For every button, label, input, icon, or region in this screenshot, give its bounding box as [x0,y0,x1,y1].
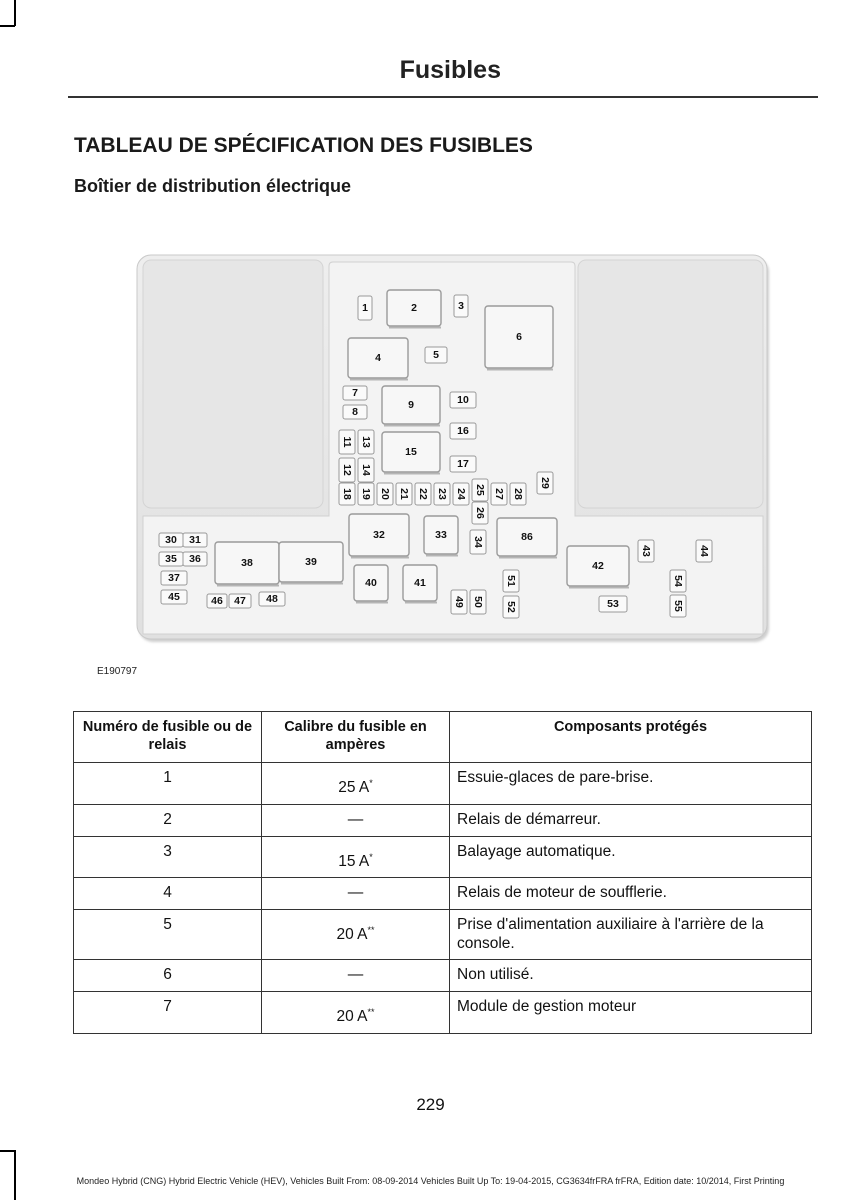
fuse-label-4: 4 [375,352,381,364]
fuse-rating-value: 25 A [338,779,370,796]
fuse-label-2: 2 [411,302,417,314]
protected-component-cell: Prise d'alimentation auxiliaire à l'arrière de la console. [450,910,812,960]
fuse-number-cell: 7 [74,992,262,1034]
crop-mark-bottom-left-horizontal [0,1150,15,1152]
protected-component-cell: Non utilisé. [450,960,812,992]
fuse-label-41: 41 [414,577,426,589]
protected-component-cell: Essuie-glaces de pare-brise. [450,763,812,805]
fuse-label-35: 35 [165,553,177,565]
table-row [74,878,812,910]
fuse-label-3: 3 [458,300,464,312]
fuse-number-cell: 4 [74,878,262,910]
fuse-label-42: 42 [592,560,604,572]
fuse-label-22: 22 [417,488,429,500]
fuse-rating-value: 15 A [338,852,370,870]
title-divider [68,96,818,98]
fuse-label-45: 45 [168,591,180,603]
fuse-rating-cell [262,960,450,992]
column-header-components: Composants protégés [450,712,812,763]
fuse-label-24: 24 [455,488,467,500]
protected-component-cell: Relais de moteur de soufflerie. [450,878,812,910]
fuse-label-34: 34 [472,536,484,548]
fuse-rating-cell [262,836,450,878]
protected-component-cell: Balayage automatique. [450,836,812,878]
crop-mark-top-left-horizontal [0,25,15,27]
fuse-rating-cell [262,878,450,910]
fuse-rating-value: 20 A [336,926,368,944]
fuse-label-31: 31 [189,534,201,546]
fuse-label-46: 46 [211,595,223,607]
fuse-label-10: 10 [457,394,469,406]
fuse-number-cell: 2 [74,804,262,836]
fuse-label-53: 53 [607,598,619,610]
table-header-row [74,712,812,763]
fuse-label-52: 52 [505,601,517,613]
subsection-heading: Boîtier de distribution électrique [74,176,352,196]
fuse-label-8: 8 [352,406,358,418]
fuse-label-15: 15 [405,446,417,458]
fuse-label-30: 30 [165,534,177,546]
fuse-label-1: 1 [362,302,368,314]
fuse-label-44: 44 [698,545,710,557]
footnote-marker: ** [367,1007,375,1018]
footnote-marker: * [369,777,373,788]
table-row [74,960,812,992]
fuse-label-38: 38 [241,557,253,569]
fuse-box-diagram [133,250,773,645]
fuse-label-39: 39 [305,556,317,568]
fuse-label-55: 55 [672,600,684,612]
fuse-rating-cell [262,763,450,805]
fuse-rating-value: 20 A [336,1008,368,1026]
fuse-label-43: 43 [640,545,652,557]
fuse-label-12: 12 [341,464,353,476]
fuse-specification-table [73,711,812,1034]
fuse-label-48: 48 [266,593,278,605]
fuse-label-16: 16 [457,425,469,437]
column-header-rating: Calibre du fusible en ampères [262,712,450,763]
fuse-label-25: 25 [474,484,486,496]
fuse-label-7: 7 [352,387,358,399]
table-row [74,836,812,878]
fuse-label-11: 11 [341,436,353,448]
fuse-rating-value: — [347,810,364,828]
fuse-rating-value: — [347,966,364,984]
fuse-label-18: 18 [341,488,353,500]
fuse-label-28: 28 [512,488,524,500]
fuse-label-27: 27 [493,488,505,500]
fuse-label-19: 19 [360,488,372,500]
fuse-label-37: 37 [168,572,180,584]
fuse-label-14: 14 [360,464,372,476]
fuse-rating-cell [262,804,450,836]
table-row [74,804,812,836]
fuse-label-9: 9 [408,399,414,411]
footer-text: Mondeo Hybrid (CNG) Hybrid Electric Vehicle (HEV), Vehicles Built From: 08-09-2014 Vehicles Built Up To: 19-04-2015, CG3634frFRA frFRA, Edition date: 10/2014, First Printing [76,1176,785,1186]
fuse-label-6: 6 [516,331,522,343]
fuse-number-cell: 6 [74,960,262,992]
protected-component-cell: Relais de démarreur. [450,804,812,836]
fuse-label-5: 5 [433,349,439,361]
fuse-label-36: 36 [189,553,201,565]
fuse-label-51: 51 [505,575,517,587]
table-row [74,763,812,805]
fuse-label-49: 49 [453,596,465,608]
fuse-rating-value: — [347,884,364,902]
protected-component-cell: Module de gestion moteur [450,992,812,1034]
fuse-rating-cell [262,910,450,960]
footnote-marker: * [369,851,373,862]
fuse-label-17: 17 [457,458,469,470]
section-heading: TABLEAU DE SPÉCIFICATION DES FUSIBLES [74,134,533,157]
fuse-label-54: 54 [672,575,684,587]
fuse-number-cell: 5 [74,910,262,960]
column-header-number: Numéro de fusible ou de relais [74,712,262,763]
fuse-label-23: 23 [436,488,448,500]
fuse-label-47: 47 [234,595,246,607]
table-row [74,910,812,960]
fuse-label-29: 29 [539,477,551,489]
crop-mark-top-left-vertical [14,0,16,26]
fuse-number-cell: 3 [74,836,262,878]
crop-mark-bottom-left-vertical [14,1150,16,1200]
fuse-number-cell: 1 [74,763,262,805]
fuse-label-20: 20 [379,488,391,500]
table-row [74,992,812,1034]
page-number: 229 [416,1095,445,1114]
fuse-rating-cell [262,992,450,1034]
figure-code: E190797 [97,666,138,677]
fuse-label-32: 32 [373,529,385,541]
fuse-label-26: 26 [474,507,486,519]
footnote-marker: ** [367,925,375,936]
fuse-label-33: 33 [435,529,447,541]
fuse-label-21: 21 [398,488,410,500]
fuse-label-50: 50 [472,596,484,608]
page-title: Fusibles [399,56,501,84]
fuse-label-40: 40 [365,577,377,589]
fuse-label-86: 86 [521,531,533,543]
fuse-label-13: 13 [360,436,372,448]
